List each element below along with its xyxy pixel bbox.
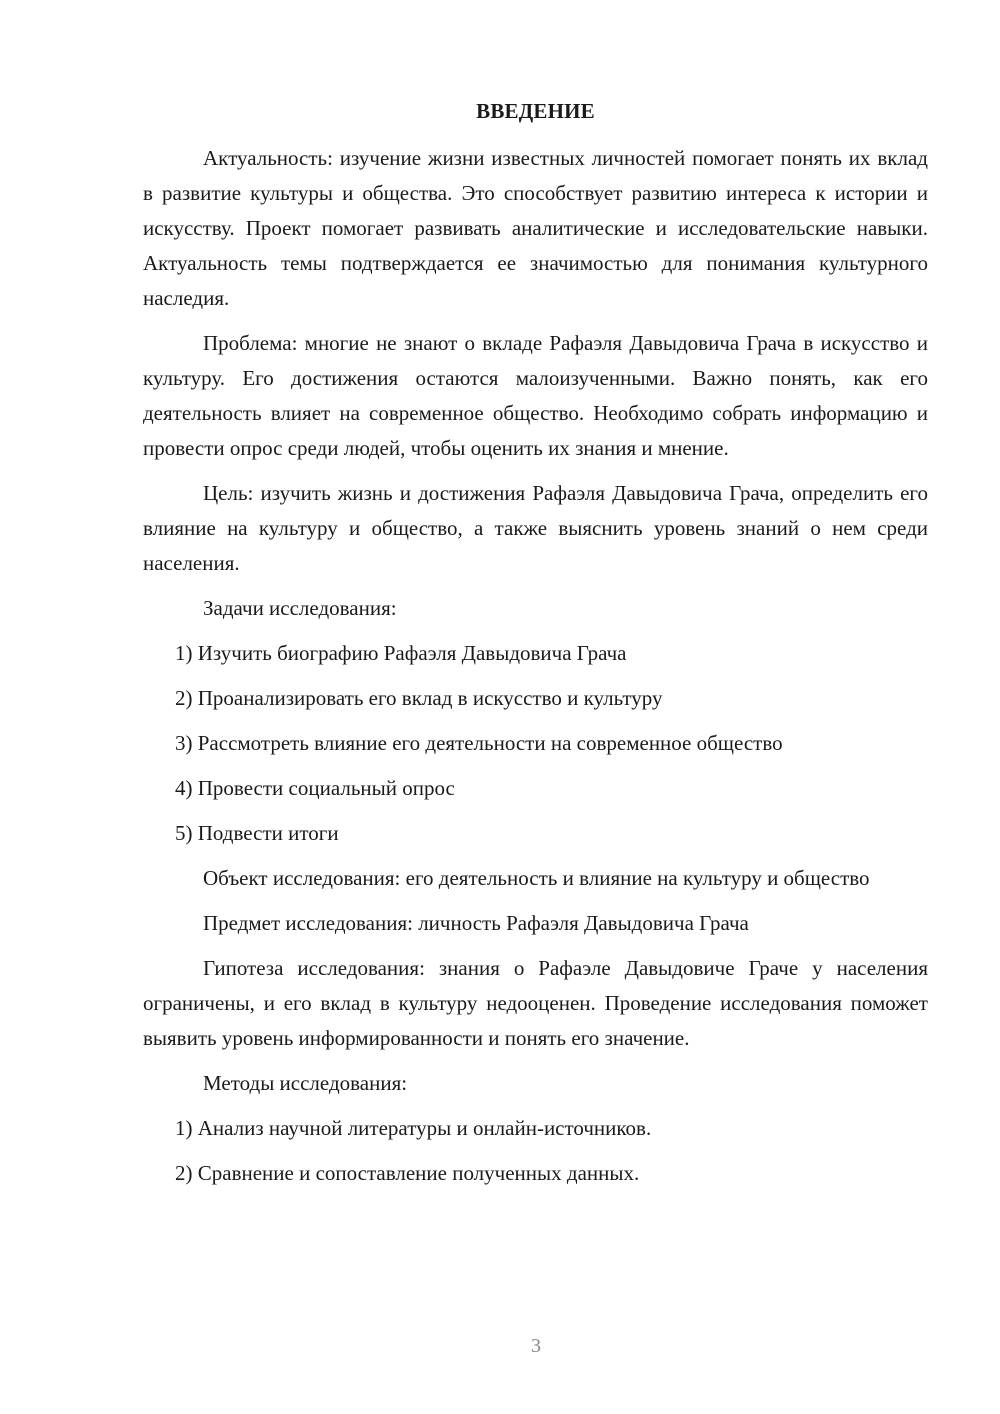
document-page bbox=[143, 96, 928, 1201]
object-paragraph: Объект исследования: его деятельность и влияние на культуру и общество bbox=[203, 866, 870, 890]
goal-paragraph: Цель: изучить жизнь и достижения Рафаэля Давыдовича Грача, определить его влияние на культуру и общество, а также выяснить уровень знаний о нем среди населения. bbox=[143, 481, 928, 575]
methods-heading: Методы исследования: bbox=[203, 1071, 408, 1095]
hypothesis-paragraph: Гипотеза исследования: знания о Рафаэле Давыдовиче Граче у населения ограничены, и его вклад в культуру недооценен. Проведение исследования поможет выявить уровень информированности и понять его значение. bbox=[143, 956, 928, 1050]
page-number: 3 bbox=[531, 1335, 541, 1357]
task-item-3: 3) Рассмотреть влияние его деятельности на современное общество bbox=[175, 731, 783, 755]
method-item-1: 1) Анализ научной литературы и онлайн-источников. bbox=[175, 1116, 652, 1140]
tasks-heading: Задачи исследования: bbox=[203, 596, 397, 620]
tasks-list bbox=[143, 636, 928, 851]
methods-list bbox=[143, 1111, 928, 1191]
relevance-paragraph: Актуальность: изучение жизни известных личностей помогает понять их вклад в развитие культуры и общества. Это способствует развитию интереса к истории и искусству. Проект помогает развивать аналитические и исследовательские навыки. Актуальность темы подтверждается ее значимостью для понимания культурного наследия. bbox=[143, 146, 928, 310]
section-title: ВВЕДЕНИЕ bbox=[476, 99, 595, 123]
task-item-5: 5) Подвести итоги bbox=[175, 821, 339, 845]
problem-paragraph: Проблема: многие не знают о вкладе Рафаэля Давыдовича Грача в искусство и культуру. Его достижения остаются малоизученными. Важно понять, как его деятельность влияет на современное общество. Необходимо собрать информацию и провести опрос среди людей, чтобы оценить их знания и мнение. bbox=[143, 331, 928, 460]
subject-paragraph: Предмет исследования: личность Рафаэля Давыдовича Грача bbox=[203, 911, 749, 935]
task-item-4: 4) Провести социальный опрос bbox=[175, 776, 455, 800]
method-item-2: 2) Сравнение и сопоставление полученных данных. bbox=[175, 1161, 640, 1185]
task-item-2: 2) Проанализировать его вклад в искусство и культуру bbox=[175, 686, 663, 710]
task-item-1: 1) Изучить биографию Рафаэля Давыдовича Грача bbox=[175, 641, 627, 665]
